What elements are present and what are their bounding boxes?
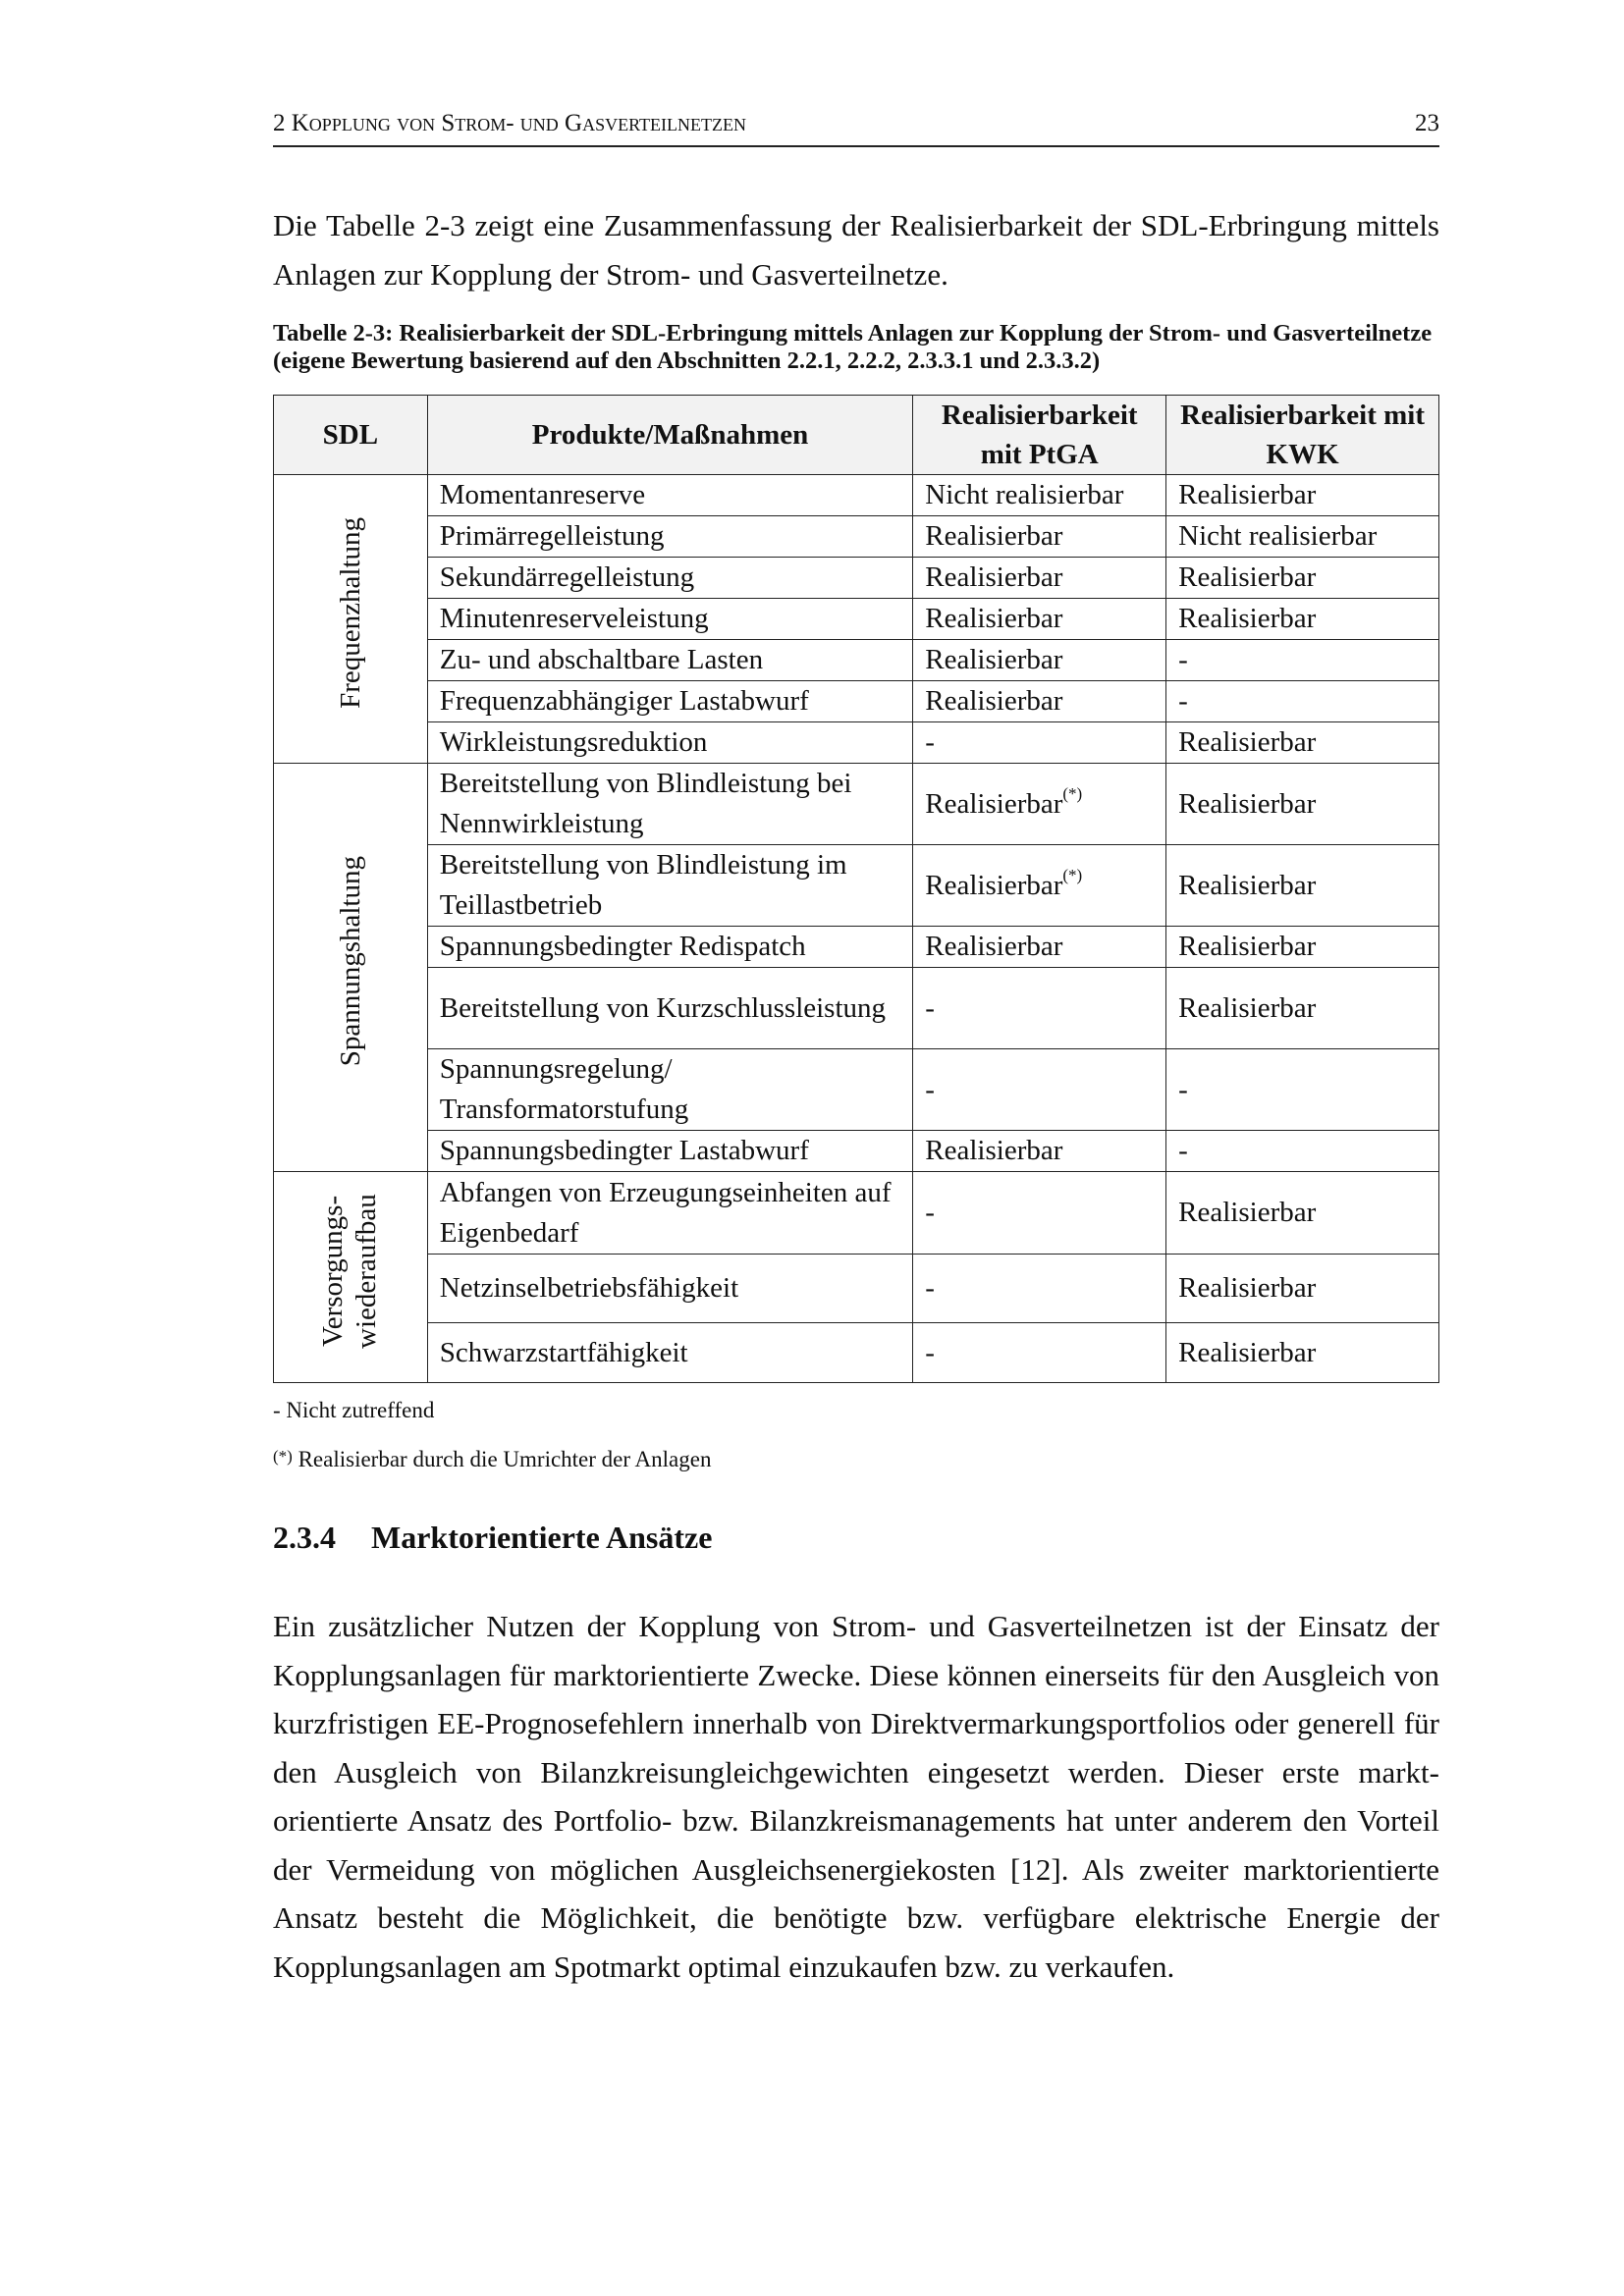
measure-cell [427, 722, 913, 764]
realisierbarkeit-table [273, 395, 1439, 1383]
cell-text: Spannungsbedingter Redispatch [439, 931, 806, 962]
kwk-cell [1166, 764, 1439, 845]
measure-cell [427, 640, 913, 681]
cell-text: Realisierbar [1178, 869, 1317, 901]
ptga-cell [913, 599, 1166, 640]
ptga-cell [913, 722, 1166, 764]
cell-text: Realisierbar [1178, 787, 1317, 820]
cell-text: - [925, 726, 935, 758]
ptga-cell [913, 1172, 1166, 1255]
cell-text: Sekundärregelleistung [439, 561, 695, 593]
measure-cell [427, 1172, 913, 1255]
cell-text: Abfangen von Erzeugungseinheiten auf Eigenbedarf [439, 1176, 892, 1249]
cell-text: - [1178, 1135, 1188, 1166]
ptga-cell [913, 516, 1166, 558]
cell-text: Realisierbar [1178, 991, 1317, 1024]
measure-cell [427, 599, 913, 640]
table-row [274, 599, 1439, 640]
kwk-cell [1166, 640, 1439, 681]
ptga-cell [913, 1049, 1166, 1131]
measure-cell [427, 475, 913, 516]
cell-text: Realisierbar [925, 869, 1063, 901]
header-ptga: Realisierbarkeit mit PtGA [913, 396, 1166, 475]
table-row [274, 764, 1439, 845]
cell-text: Realisierbar [1178, 479, 1317, 510]
cell-text: Schwarzstartfähigkeit [439, 1336, 688, 1368]
footnote-marker: (*) [273, 1447, 293, 1466]
measure-cell [427, 681, 913, 722]
cell-text: Realisierbar [1178, 726, 1317, 758]
ptga-cell [913, 1131, 1166, 1172]
measure-cell [427, 845, 913, 927]
ptga-cell [913, 681, 1166, 722]
cell-text: Realisierbar [925, 603, 1063, 634]
kwk-cell [1166, 1131, 1439, 1172]
cell-text: Realisierbar [925, 561, 1063, 593]
table-row [274, 1323, 1439, 1383]
ptga-cell [913, 845, 1166, 927]
cell-text: Realisierbar [1178, 561, 1317, 593]
cell-text: Bereitstellung von Kurzschlussleistung [439, 991, 887, 1024]
header-kwk: Realisierbarkeit mit KWK [1166, 396, 1439, 475]
ptga-cell [913, 968, 1166, 1049]
cell-text: Realisierbar [925, 685, 1063, 717]
cell-text: - [1178, 1073, 1188, 1105]
cell-text: Realisierbar [925, 644, 1063, 675]
measure-cell [427, 558, 913, 599]
cell-text: Realisierbar [1178, 931, 1317, 962]
table-row [274, 475, 1439, 516]
table-row [274, 1049, 1439, 1131]
cell-text: Frequenzabhängiger Lastabwurf [439, 685, 809, 717]
ptga-cell [913, 475, 1166, 516]
header-sdl: SDL [274, 396, 428, 475]
kwk-cell [1166, 516, 1439, 558]
cell-text: - [1178, 644, 1188, 675]
cell-text: Nicht realisierbar [925, 479, 1124, 510]
cell-text: Nicht realisierbar [1178, 520, 1378, 552]
cell-text: - [925, 1197, 935, 1228]
sdl-group-cell [274, 475, 428, 764]
section-title: Marktorientierte Ansätze [371, 1520, 713, 1555]
table-row [274, 1131, 1439, 1172]
cell-text: Spannungsregelung/ Transformatorstufung [439, 1053, 689, 1125]
chapter-title: 2 Kopplung von Strom- und Gasverteilnetzen [273, 110, 746, 136]
kwk-cell [1166, 1323, 1439, 1383]
ptga-cell [913, 640, 1166, 681]
ptga-cell [913, 764, 1166, 845]
table-row [274, 927, 1439, 968]
measure-cell [427, 1323, 913, 1383]
kwk-cell [1166, 599, 1439, 640]
intro-paragraph: Die Tabelle 2-3 zeigt eine Zusammenfassung der Realisierbarkeit der SDL-Erbringung mittels Anlagen zur Kopplung der Strom- und Gasverteilnetze. [273, 208, 1439, 292]
cell-text: - [925, 1272, 935, 1304]
table-row [274, 640, 1439, 681]
measure-cell [427, 516, 913, 558]
measure-cell [427, 968, 913, 1049]
table-row [274, 1255, 1439, 1323]
footnote-not-applicable: - Nicht zutreffend [273, 1398, 435, 1422]
cell-text: Realisierbar [925, 520, 1063, 552]
sdl-group-label: Spannungshaltung [334, 856, 366, 1067]
measure-cell [427, 1131, 913, 1172]
measure-cell [427, 764, 913, 845]
sdl-group-label: Frequenzhaltung [334, 517, 366, 709]
cell-text: - [1178, 685, 1188, 717]
cell-text: Bereitstellung von Blindleistung im Teillastbetrieb [439, 849, 847, 921]
table-row [274, 845, 1439, 927]
sdl-group-cell [274, 764, 428, 1172]
cell-text: Bereitstellung von Blindleistung bei Nennwirkleistung [439, 768, 852, 839]
page-number: 23 [1415, 110, 1439, 136]
cell-text: Realisierbar [1178, 603, 1317, 634]
table-row [274, 558, 1439, 599]
cell-text: - [925, 1336, 935, 1368]
cell-text: Realisierbar [1178, 1336, 1317, 1368]
kwk-cell [1166, 1255, 1439, 1323]
cell-text: Minutenreserveleistung [439, 603, 709, 634]
cell-text: Realisierbar [925, 1135, 1063, 1166]
section-number: 2.3.4 [273, 1520, 336, 1555]
table-header-row [274, 396, 1439, 475]
table-caption: Tabelle 2-3: Realisierbarkeit der SDL-Erbringung mittels Anlagen zur Kopplung der Strom- und Gasverteilnetze (eigene Bewertung basierend auf den Abschnitten 2.2.1, 2.2.2, 2.3.3.1 und 2.3.3.2) [273, 320, 1433, 374]
kwk-cell [1166, 558, 1439, 599]
cell-text: Spannungsbedingter Lastabwurf [439, 1135, 809, 1166]
section-paragraph: Ein zusätzlicher Nutzen der Kopplung von Strom- und Gasverteilnetzen ist der Einsatz der Kopplungsanlagen für marktorientierte Zwecke. Diese können einerseits für den Ausgleich von kurzfristigen EE-Prognosefehlern innerhalb von Direktvermarkungsportfolios oder generell für den Ausgleich von Bilanzkreisungleichgewichten eingesetzt werden. Dieser erste marktorientierte Ansatz des Portfolio- bzw. Bilanzkreismanagements hat unter anderem den Vorteil der Vermeidung von möglichen Ausgleichsenergiekosten [12]. Als zweiter marktorientierte Ansatz besteht die Möglichkeit, die benötigte bzw. verfügbare elektrische Energie der Kopplungsanlagen am Spotmarkt optimal einzukaufen bzw. zu verkaufen. [273, 1609, 1439, 1984]
measure-cell [427, 1049, 913, 1131]
footnote-marker: (*) [1062, 865, 1083, 884]
cell-text: Realisierbar [925, 787, 1063, 820]
cell-text: Zu- und abschaltbare Lasten [439, 644, 764, 675]
cell-text: Netzinselbetriebsfähigkeit [439, 1272, 739, 1304]
footnote-asterisk [273, 1447, 711, 1472]
cell-text: Momentanreserve [439, 479, 646, 510]
kwk-cell [1166, 1049, 1439, 1131]
table-row [274, 968, 1439, 1049]
ptga-cell [913, 1255, 1166, 1323]
footnote-text: Realisierbar durch die Umrichter der Anlagen [298, 1447, 712, 1471]
sdl-group-cell [274, 1172, 428, 1383]
cell-text: Wirkleistungsreduktion [439, 726, 708, 758]
cell-text: Realisierbar [1178, 1197, 1317, 1228]
kwk-cell [1166, 927, 1439, 968]
ptga-cell [913, 558, 1166, 599]
table-row [274, 722, 1439, 764]
ptga-cell [913, 1323, 1166, 1383]
kwk-cell [1166, 722, 1439, 764]
cell-text: Primärregelleistung [439, 520, 665, 552]
footnote-marker: (*) [1062, 783, 1083, 803]
cell-text: - [925, 1073, 935, 1105]
ptga-cell [913, 927, 1166, 968]
kwk-cell [1166, 475, 1439, 516]
kwk-cell [1166, 845, 1439, 927]
cell-text: Realisierbar [1178, 1272, 1317, 1304]
running-header [273, 110, 1439, 147]
measure-cell [427, 927, 913, 968]
kwk-cell [1166, 681, 1439, 722]
measure-cell [427, 1255, 913, 1323]
table-row [274, 516, 1439, 558]
kwk-cell [1166, 968, 1439, 1049]
kwk-cell [1166, 1172, 1439, 1255]
section-heading [273, 1520, 712, 1556]
table-row [274, 1172, 1439, 1255]
cell-text: Realisierbar [925, 931, 1063, 962]
header-produkte: Produkte/Maßnahmen [427, 396, 913, 475]
sdl-group-label: Versorgungs- wiederaufbau [316, 1194, 382, 1349]
table-row [274, 681, 1439, 722]
cell-text: - [925, 991, 935, 1024]
